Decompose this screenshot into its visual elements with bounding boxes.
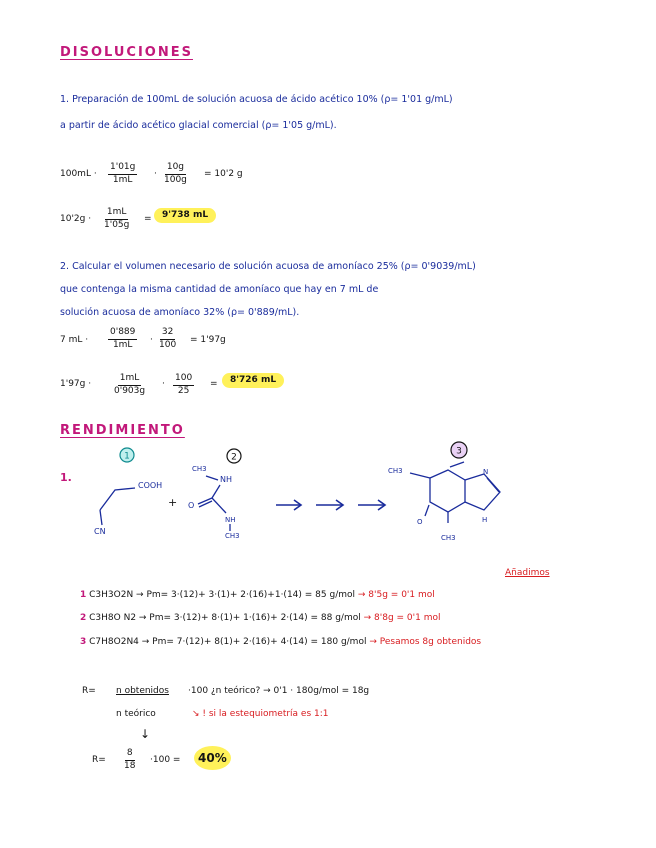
calc4-f1-denominator: 0'903g (114, 385, 146, 396)
circle-label-3 (451, 442, 467, 458)
yield-formula-denominator: n teórico (116, 709, 156, 719)
calc1-f1-denominator: 1mL (112, 174, 133, 185)
calc3-f2-numerator: 32 (160, 328, 175, 340)
calc2-fraction-density (104, 208, 129, 231)
yield-result-highlight: 40% (194, 746, 231, 770)
row-2-number: 2 (80, 613, 87, 623)
molecule-1-structure (100, 488, 135, 525)
row-1-text: C3H3O2N → Pm= 3·(12)+ 3·(1)+ 2·(16)+1·(14) = 85 g/mol (89, 590, 356, 600)
question-1-line-1: 1. Preparación de 100mL de solución acuosa de ácido acético 10% (ρ= 1'01 g/mL) (60, 94, 453, 105)
question-2-line-3: solución acuosa de amoníaco 32% (ρ= 0'889/mL). (60, 307, 300, 318)
reaction-arrows (276, 500, 385, 510)
molecule-2-oxygen: O (188, 501, 195, 510)
yield-result-fraction (124, 749, 135, 772)
calc3-f1-denominator: 1mL (112, 339, 133, 350)
molecule-3-oxygen: O (417, 518, 423, 526)
calc3-result: = 1'97g (190, 335, 226, 345)
row-3-text: C7H8O2N4 → Pm= 7·(12)+ 8(1)+ 2·(16)+ 4·(14) = 180 g/mol (89, 637, 367, 647)
rendimiento-item-number: 1. (60, 471, 72, 484)
row-2-annotation: → 8'8g = 0'1 mol (363, 613, 441, 623)
calc1-fraction-density (108, 163, 137, 186)
molar-mass-row-3 (80, 638, 481, 647)
calc4-fraction-percent (173, 374, 194, 397)
molecule-3-nitrogen: N (483, 468, 489, 476)
calc1-lead: 100mL · (60, 169, 97, 179)
reaction-scheme (80, 440, 540, 550)
row-1-annotation: → 8'5g = 0'1 mol (357, 590, 435, 600)
calc4-lead: 1'97g · (60, 379, 92, 389)
molecule-2-nh-bottom: NH (225, 516, 236, 524)
molar-mass-row-1 (80, 591, 435, 600)
yield-result-denominator: 18 (124, 760, 136, 771)
circle-label-1 (120, 448, 134, 462)
row-3-annotation: → Pesamos 8g obtenidos (369, 637, 482, 647)
circle-label-2 (227, 449, 241, 463)
molar-mass-row-2 (80, 614, 440, 623)
row-1-number: 1 (80, 590, 87, 600)
yield-result-numerator: 8 (125, 749, 135, 761)
question-1-line-2: a partir de ácido acético glacial comercial (ρ= 1'05 g/mL). (60, 120, 337, 131)
calc2-lead: 10'2g · (60, 214, 92, 224)
calc1-result: = 10'2 g (204, 169, 243, 179)
molecule-2-ch3-top: CH3 (192, 465, 207, 473)
calc3-dot: · (150, 335, 153, 345)
calc1-f2-numerator: 10g (165, 163, 186, 175)
calc4-fraction-density (114, 374, 145, 397)
down-arrow: ↓ (140, 727, 151, 741)
question-2-line-2: que contenga la misma cantidad de amoníaco que hay en 7 mL de (60, 284, 379, 295)
section-title-disoluciones: DISOLUCIONES (60, 45, 193, 60)
calc1-dot: · (154, 169, 157, 179)
calc3-lead: 7 mL · (60, 335, 89, 345)
calc4-f2-numerator: 100 (173, 374, 194, 386)
row-2-text: C3H8O N2 → Pm= 3·(12)+ 8·(1)+ 1·(16)+ 2·(14) = 88 g/mol (89, 613, 361, 623)
calc2-f1-denominator: 1'05g (104, 219, 130, 230)
molecule-1-cooh: COOH (138, 481, 163, 490)
calc1-fraction-percent (164, 163, 187, 186)
row-3-number: 3 (80, 637, 87, 647)
anadimos-label: Añadimos (505, 568, 550, 578)
svg-text:2: 2 (231, 452, 237, 463)
calc3-fraction-percent (159, 328, 176, 351)
yield-formula-question: ·100 ¿n teórico? → 0'1 · 180g/mol = 18g (188, 686, 370, 696)
question-2-line-1: 2. Calcular el volumen necesario de solución acuosa de amoníaco 25% (ρ= 0'9039/mL) (60, 261, 476, 272)
calc2-f1-numerator: 1mL (105, 208, 129, 220)
calc4-f2-denominator: 25 (177, 385, 190, 396)
molecule-3-ch3: CH3 (388, 467, 403, 475)
calc4-equals: = (210, 379, 218, 389)
yield-formula-numerator: n obtenidos (116, 686, 169, 696)
section-title-rendimiento: RENDIMIENTO (60, 423, 185, 438)
plus-sign: + (168, 496, 178, 509)
svg-text:3: 3 (456, 446, 462, 457)
calc4-f1-numerator: 1mL (118, 374, 142, 386)
yield-result-multiplier: ·100 = (150, 755, 181, 765)
calc1-f1-numerator: 1'01g (108, 163, 137, 175)
calc3-fraction-density (108, 328, 137, 351)
calc2-result-highlight: 9'738 mL (154, 208, 216, 223)
calc4-result-highlight: 8'726 mL (222, 373, 284, 388)
molecule-1-cn: CN (94, 527, 106, 536)
calc3-f1-numerator: 0'889 (108, 328, 137, 340)
yield-result-label: R= (92, 755, 106, 765)
yield-formula-label: R= (82, 686, 96, 696)
calc2-equals: = (144, 214, 152, 224)
molecule-2-nh: NH (220, 475, 232, 484)
calc1-f2-denominator: 100g (164, 174, 187, 185)
stoichiometry-note: ↘ ! si la estequiometría es 1:1 (192, 709, 329, 719)
molecule-3-hydrogen: H (482, 516, 488, 524)
calc3-f2-denominator: 100 (159, 339, 177, 350)
calc4-dot: · (162, 379, 165, 389)
molecule-2-ch3-bottom: CH3 (225, 532, 240, 540)
molecule-3-ch3-bottom: CH3 (441, 534, 456, 542)
svg-text:1: 1 (124, 451, 130, 462)
